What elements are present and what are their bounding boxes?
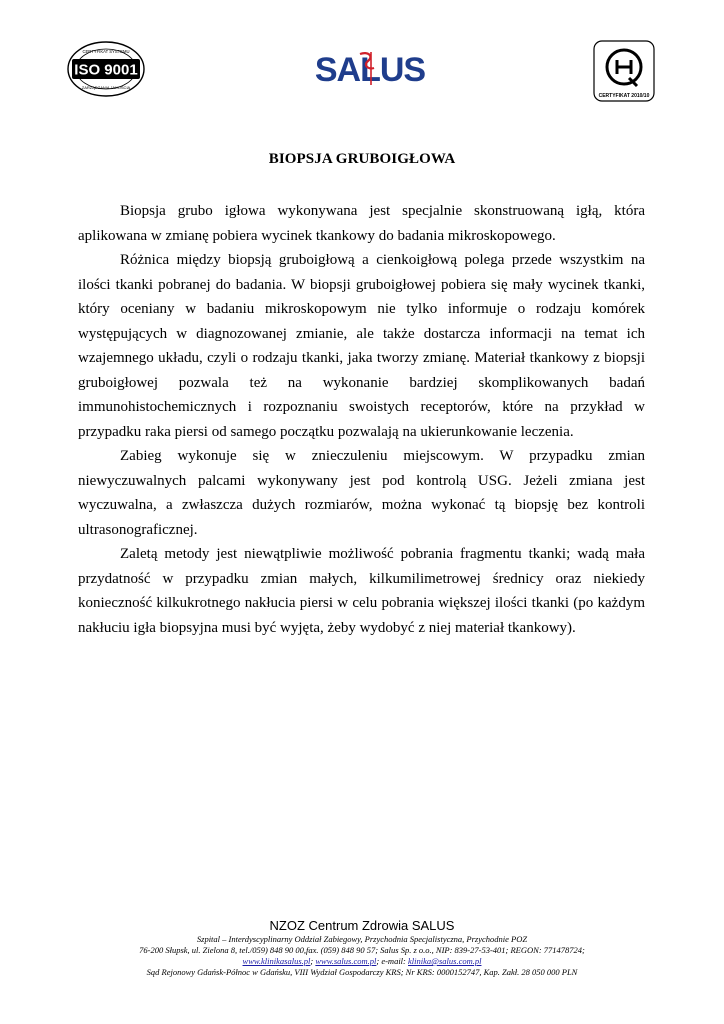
website-link-klinikasalus[interactable]: www.klinikasalus.pl: [242, 956, 311, 966]
salus-logo: [308, 48, 432, 88]
quality-certificate-logo: [593, 40, 655, 102]
footer-line-services: Szpital – Interdyscyplinarny Oddział Zabiegowy, Przychodnia Specjalistyczna, Przychodnie POZ: [196, 934, 528, 944]
footer-line-registry: Sąd Rejonowy Gdańsk-Północ w Gdańsku, VIII Wydział Gospodarczy KRS; Nr KRS: 0000152747, Kap. Zakł. 28 050 000 PLN: [146, 967, 578, 977]
link-separator: ;: [310, 956, 316, 966]
paragraph: Różnica między biopsją gruboigłową a cienkoigłową polega przede wszystkim na ilości tkanki pobranej do badania. W biopsji gruboigłowej pobiera się mały wycinek tkanki, który oceniany w badaniu mikroskopowym nie tylko informuje o rodzaju komórek występujących w diagnozowanej zmianie, ale także dostarcza informacji na temat ich wzajemnego układu, czyli o rodzaju tkanki, jaka tworzy zmianę. Materiał tkankowy z biopsji gruboigłowej pozwala też na wykonanie bardziej skomplikowanych badań immunohistochemicznych i rozpoznaniu swoistych receptorów, które na przykład w przypadku raka piersi od samego początku pozwalają na ukierunkowanie leczenia.: [78, 252, 645, 440]
email-link[interactable]: klinika@salus.com.pl: [408, 956, 482, 966]
website-link-salus[interactable]: www.salus.com.pl: [315, 956, 377, 966]
document-title: BIOPSJA GRUBOIGŁOWA: [268, 151, 456, 167]
paragraph: Zaletą metody jest niewątpliwie możliwość pobrania fragmentu tkanki; wadą mała przydatność w przypadku zmian małych, kilkumilimetrowej średnicy oraz niekiedy konieczność kilkukrotnego nakłucia piersi w celu pobrania większej ilości tkanki (po każdym nakłuciu igła biopsyjna musi być wyjęta, żeby wydobyć z niej materiał tkankowy).: [78, 546, 645, 636]
paragraph: Zabieg wykonuje się w znieczuleniu miejscowym. W przypadku zmian niewyczuwalnych palcami wykonywany jest pod kontrolą USG. Jeżeli zmiana jest wyczuwalna, a zwłaszcza dużych rozmiarów, można wykonać tą biopsję bez kontroli ultrasonograficznej.: [78, 448, 645, 538]
iso-ring-bottom: ZARZĄDZANIA JAKOŚCIĄ: [81, 85, 131, 90]
document-body: [78, 199, 645, 640]
footer-line-address: 76-200 Słupsk, ul. Zielona 8, tel./059) 848 90 00,fax. (059) 848 90 57; Salus Sp. z o.o., NIP: 839-27-53-401; REGON: 771478724;: [139, 945, 585, 955]
iso-ring-top: CERTYFIKAT SYSTEMU: [82, 49, 130, 54]
salus-logo-text: SALUS: [314, 51, 426, 88]
letterhead: [0, 0, 724, 110]
footer-line-links: [0, 956, 724, 967]
quality-caption: CERTYFIKAT 2010/10: [598, 93, 650, 99]
email-label: ; e-mail:: [376, 956, 409, 966]
iso-9001-logo: [66, 40, 146, 98]
page-footer: [0, 918, 724, 978]
paragraph: Biopsja grubo igłowa wykonywana jest specjalnie skonstruowaną igłą, która aplikowana w zmianę pobiera wycinek tkankowy do badania mikroskopowego.: [78, 203, 645, 244]
iso-main-text: ISO 9001: [74, 61, 138, 79]
footer-title: NZOZ Centrum Zdrowia SALUS: [269, 918, 455, 933]
